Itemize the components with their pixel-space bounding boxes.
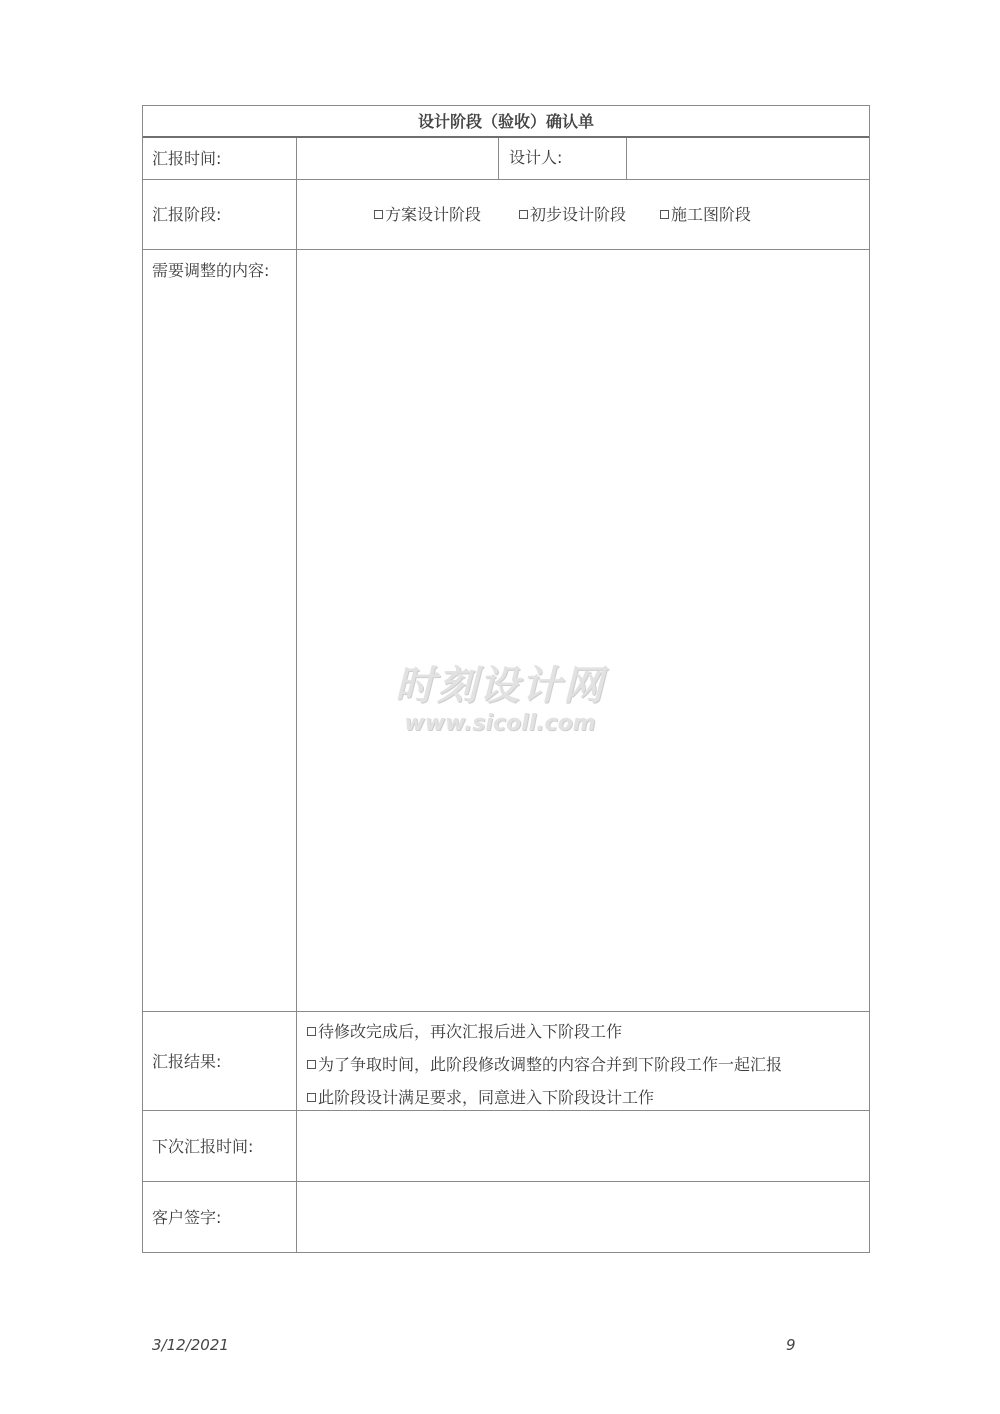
stage-options <box>297 180 869 249</box>
stage-option-scheme[interactable] <box>374 180 481 250</box>
client-signature-row <box>143 1182 869 1253</box>
checkbox-icon[interactable] <box>307 1060 316 1069</box>
next-report-time-label: 下次汇报时间: <box>143 1111 297 1181</box>
report-time-label: 汇报时间: <box>143 138 297 179</box>
report-stage-row <box>143 180 869 250</box>
result-option-label: 待修改完成后，再次汇报后进入下阶段工作 <box>318 1022 623 1041</box>
result-option-merge[interactable] <box>307 1055 782 1075</box>
stage-option-construction[interactable] <box>660 180 751 250</box>
checkbox-icon[interactable] <box>307 1027 316 1036</box>
adjust-content-label: 需要调整的内容: <box>143 250 297 1011</box>
confirmation-form <box>142 105 870 1253</box>
stage-option-label: 方案设计阶段 <box>385 205 482 224</box>
designer-label: 设计人: <box>499 138 627 179</box>
report-stage-label: 汇报阶段: <box>143 180 297 249</box>
stage-option-label: 初步设计阶段 <box>530 205 627 224</box>
checkbox-icon[interactable] <box>519 210 528 219</box>
client-signature-field[interactable] <box>297 1182 869 1253</box>
result-options <box>297 1012 869 1110</box>
report-result-row <box>143 1012 869 1111</box>
client-signature-label: 客户签字: <box>143 1182 297 1253</box>
checkbox-icon[interactable] <box>307 1093 316 1102</box>
next-report-time-field[interactable] <box>297 1111 869 1181</box>
form-title: 设计阶段（验收）确认单 <box>143 106 869 138</box>
next-report-time-row <box>143 1111 869 1182</box>
footer-date: 3/12/2021 <box>152 1336 229 1354</box>
checkbox-icon[interactable] <box>374 210 383 219</box>
adjust-content-field[interactable] <box>297 250 869 1011</box>
result-option-label: 为了争取时间，此阶段修改调整的内容合并到下阶段工作一起汇报 <box>318 1055 783 1074</box>
adjust-content-row <box>143 250 869 1012</box>
result-option-approve[interactable] <box>307 1088 654 1108</box>
designer-field[interactable] <box>627 138 869 179</box>
report-result-label: 汇报结果: <box>143 1012 297 1110</box>
watermark-url: www.sicoll.com <box>404 711 596 736</box>
result-option-revise[interactable] <box>307 1022 622 1042</box>
result-option-label: 此阶段设计满足要求，同意进入下阶段设计工作 <box>318 1088 655 1107</box>
stage-option-label: 施工图阶段 <box>671 205 752 224</box>
stage-option-preliminary[interactable] <box>519 180 626 250</box>
page-number: 9 <box>786 1336 796 1354</box>
report-time-row <box>143 138 869 180</box>
watermark-cn: 时刻设计网 <box>395 663 605 709</box>
checkbox-icon[interactable] <box>660 210 669 219</box>
report-time-field[interactable] <box>297 138 499 179</box>
